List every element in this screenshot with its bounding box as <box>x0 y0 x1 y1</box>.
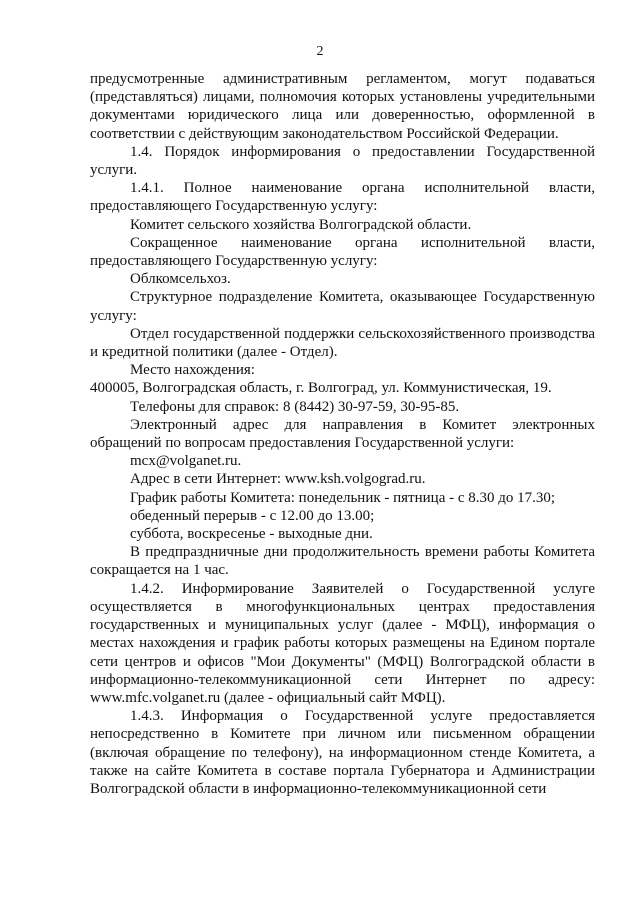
paragraph-18: В предпраздничные дни продолжительность времени работы Комитета сокращается на 1 час. <box>90 544 595 579</box>
paragraph-6: Облкомсельхоз. <box>130 271 231 288</box>
paragraph-15: График работы Комитета: понедельник - пятница - с 8.30 до 17.30; <box>130 489 556 506</box>
paragraph-8: Отдел государственной поддержки сельскохозяйственного производства и кредитной политики (далее - Отдел). <box>90 325 595 361</box>
paragraph-10: 400005, Волгоградская область, г. Волгоград, ул. Коммунистическая, 19. <box>90 380 552 397</box>
paragraph-20: 1.4.3. Информация о Государственной услуге предоставляется непосредственно в Комитете при личном или письменном обращении (включая обращение по телефону), на информационном стенде Комитета, а также на сайте Комитета в составе портала Губернатора и Администрации Волгоградской области в информационно-телекоммуникационной сети <box>90 708 595 797</box>
document-body <box>90 70 595 798</box>
paragraph-19: 1.4.2. Информирование Заявителей о Государственной услуге осуществляется в многофункциональных центрах предоставления государственных и муниципальных услуг (далее - МФЦ), информация о местах нахождения и график работы которых размещены на Едином портале сети центров и офисов "Мои Документы" (МФЦ) Волгоградской области в информационно-телекоммуникационной сети Интернет по адресу: www.mfc.volganet.ru (далее - официальный сайт МФЦ). <box>90 580 595 706</box>
paragraph-14: Адрес в сети Интернет: www.ksh.volgograd.ru. <box>130 471 426 488</box>
paragraph-2: 1.4. Порядок информирования о предоставлении Государственной услуги. <box>90 143 595 179</box>
paragraph-7: Структурное подразделение Комитета, оказывающее Государственную услугу: <box>90 289 595 324</box>
paragraph-16: обеденный перерыв - с 12.00 до 13.00; <box>130 507 375 524</box>
paragraph-12: Электронный адрес для направления в Комитет электронных обращений по вопросам предоставления Государственной услуги: <box>90 416 595 452</box>
paragraph-5: Сокращенное наименование органа исполнительной власти, предоставляющего Государственную услугу: <box>90 234 595 270</box>
paragraph-3: 1.4.1. Полное наименование органа исполнительной власти, предоставляющего Государственную услугу: <box>90 180 595 215</box>
paragraph-13: mcx@volganet.ru. <box>130 453 242 470</box>
paragraph-11: Телефоны для справок: 8 (8442) 30-97-59, 30-95-85. <box>130 398 460 415</box>
paragraph-9: Место нахождения: <box>130 362 255 379</box>
paragraph-1: предусмотренные административным регламентом, могут подаваться (представляться) лицами, полномочия которых установлены учредительными документами юридического лица или доверенностью, оформленной в соответствии с действующим законодательством Российской Федерации. <box>90 71 595 142</box>
page-number: 2 <box>316 44 324 59</box>
paragraph-4: Комитет сельского хозяйства Волгоградской области. <box>130 216 472 233</box>
paragraph-17: суббота, воскресенье - выходные дни. <box>130 526 373 543</box>
